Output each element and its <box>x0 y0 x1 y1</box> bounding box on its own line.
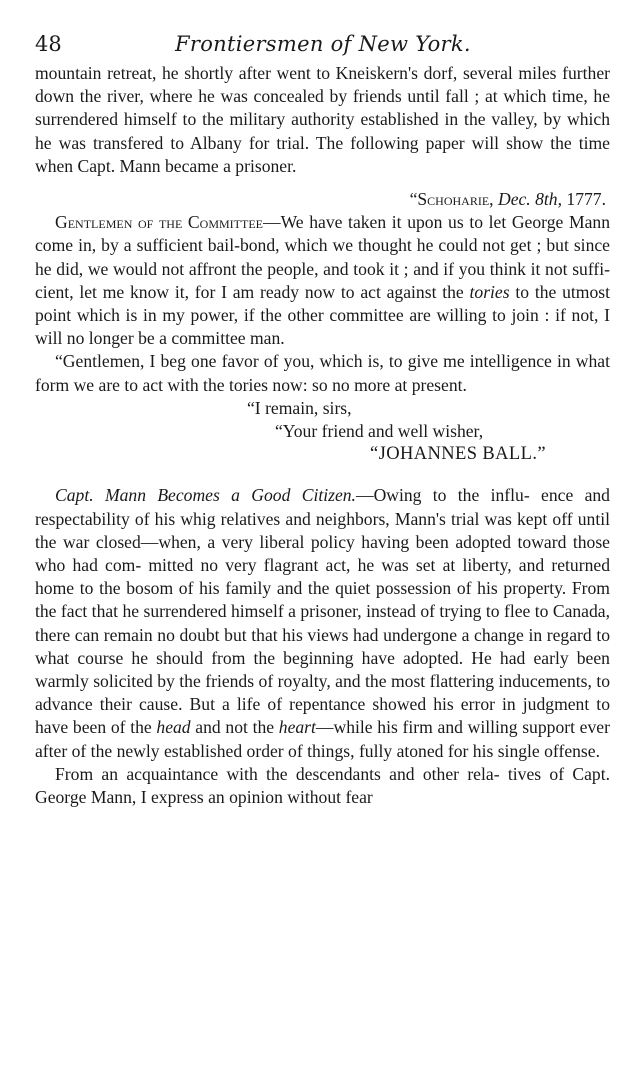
italic-word: tories <box>469 281 510 302</box>
text-line: fully atoned for his single offense. <box>358 740 600 761</box>
text-line: liberal policy having been adopted toward those who had com- <box>35 531 610 576</box>
text-line: mountain retreat, he shortly after went to Kneiskern's dorf, <box>35 63 458 83</box>
text-line: affront the people, and took it ; and if you think it not suffi- <box>188 258 610 279</box>
text-line: He had early been warmly solicited by the friends of royalty, <box>35 647 610 692</box>
text-line: no doubt but that his views had undergone a change in regard <box>157 624 592 645</box>
section-gap <box>35 466 610 484</box>
text-line: From an acquaintance with the descendants and other rela- <box>55 763 500 784</box>
text-line: no more at present. <box>332 374 467 395</box>
text-line: was transfered to Albany for trial. The following paper will <box>58 132 500 153</box>
letter-salutation: Gentlemen of the Committee <box>55 212 263 233</box>
text-line: ence and respectability of his whig relatives and neighbors, <box>35 485 610 529</box>
section-heading: Capt. Mann Becomes a Good Citizen. <box>55 485 356 506</box>
final-paragraph <box>35 763 610 809</box>
text-line: to the utmost point which is in my power, if the other <box>35 281 610 326</box>
text-line: committee are willing to join : if not, I will no longer be a <box>35 305 610 349</box>
text-line: and the most flattering inducements, to advance their cause. <box>35 671 610 715</box>
text-line: the military authority established in the valley, by which he <box>35 109 610 153</box>
text-line: Mann's trial was kept off until the war closed—when, a very <box>35 508 610 552</box>
letter-paragraph-2 <box>35 350 610 396</box>
text-line: we thought he could not get ; but since he did, we would not <box>35 235 610 279</box>
paragraph-1 <box>35 62 610 178</box>
body-text <box>35 62 610 809</box>
text-line: by friends until fall ; at which time, he surrendered himself to <box>35 86 610 130</box>
text-line: to let George Mann come in, by a sufficient bail-bond, which <box>35 212 610 256</box>
page-header <box>35 26 610 62</box>
closing-signature: “JOHANNES BALL.” <box>370 444 546 465</box>
text-line: intelligence in what form we are to act with the tories now: so <box>35 351 611 395</box>
text-line: prisoner, instead of trying to flee to Canada, there can remain <box>35 601 610 645</box>
text-line: —while his firm and willing <box>315 717 518 738</box>
text-line: —We have taken it upon us <box>262 212 464 233</box>
text-line: to what course he should from the beginning have adopted. <box>35 624 611 668</box>
text-line: “Gentlemen, I beg one favor of you, which is, to give me <box>55 351 465 372</box>
text-line: been of the <box>72 717 157 738</box>
dateline-place: “Schoharie, <box>409 189 494 210</box>
text-line: support ever after of the newly established order of things, <box>35 717 610 761</box>
text-line: But a life of repentance showed his error in judgment to have <box>35 694 610 738</box>
dateline-date: Dec. 8th, <box>497 189 562 210</box>
letter-dateline <box>35 188 610 211</box>
running-title: Frontiersmen of New York. <box>175 32 471 56</box>
letter-paragraph-1 <box>35 211 610 350</box>
page-number: 48 <box>35 32 62 56</box>
text-line: mitted no very flagrant act, he was set at liberty, and returned <box>148 555 610 576</box>
text-line: show the time when Capt. Mann became a prisoner. <box>35 132 610 176</box>
text-line: his property. From the fact that he surrendered himself a <box>35 578 610 622</box>
text-line: and not the <box>190 717 279 738</box>
closing-line-2: “Your friend and well wisher, <box>275 421 484 442</box>
text-line: cient, let me know it, for I am ready now to act against the <box>35 281 464 302</box>
text-line: tives of Capt. George Mann, I express an opinion without fear <box>35 763 610 808</box>
text-line: home to the bosom of his family and the quiet possession of <box>35 578 472 599</box>
text-line: several miles further down the river, where he was concealed <box>35 63 610 107</box>
italic-word: heart <box>278 717 316 738</box>
section-paragraph <box>35 484 610 762</box>
text-line: committee man. <box>171 328 285 349</box>
dateline-year: 1777. <box>566 189 606 210</box>
closing-line-1: “I remain, sirs, <box>247 397 352 418</box>
text-line: —Owing to the influ- <box>355 485 530 506</box>
italic-word: head <box>156 717 191 738</box>
